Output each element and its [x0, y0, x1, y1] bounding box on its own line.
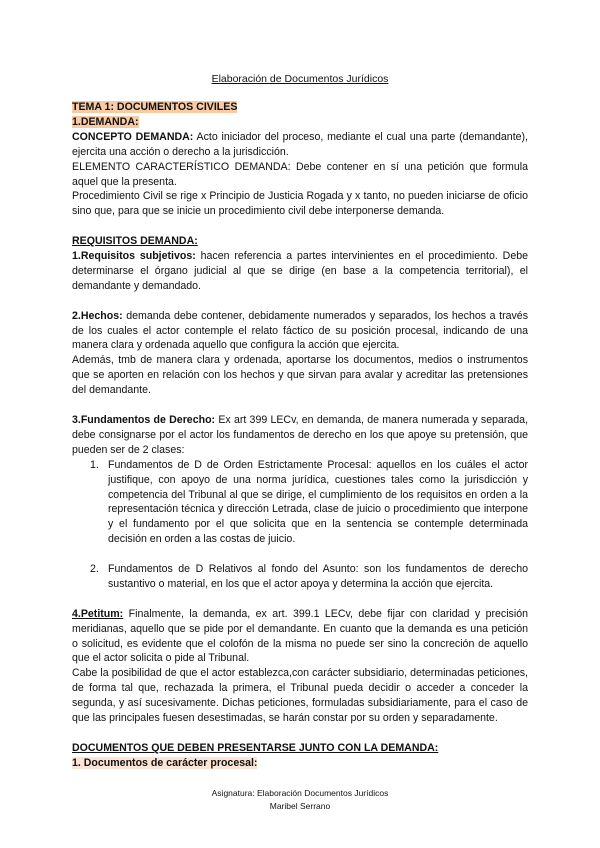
req1-paragraph: [72, 249, 528, 294]
req4-paragraph: [72, 607, 528, 667]
concepto-label: CONCEPTO DEMANDA:: [72, 130, 194, 143]
elemento-paragraph: ELEMENTO CARACTERÍSTICO DEMANDA: Debe contener en sí una petición que formula aquel que la presenta.: [72, 160, 528, 188]
tema-heading: TEMA 1: DOCUMENTOS CIVILES: [72, 101, 238, 113]
req2-paragraph: [72, 309, 528, 354]
req2-paragraph-2: Además, tmb de manera clara y ordenada, aportarse los documentos, medios o instrumentos que se aporten en relación con los hechos y que sirvan para avalar y acreditar las pretensiones del demandante.: [72, 354, 528, 397]
footer-subject: Asignatura: Elaboración Documentos Jurídicos: [211, 788, 389, 798]
req3-paragraph: [72, 413, 528, 458]
req1-text: hacen referencia a partes intervinientes en el procedimiento. Debe determinarse el órgano judicial al que se dirige (en base a la competencia territorial), el demandante y demandado.: [72, 250, 528, 292]
requisitos-heading: REQUISITOS DEMANDA:: [72, 235, 198, 248]
list-item: 2. Fundamentos de D Relativos al fondo del Asunto: son los fundamentos de derecho sustantivo o material, en los que el actor apoya y determina la acción que ejercita.: [90, 563, 528, 590]
req4-text: Finalmente, la demanda, ex art. 399.1 LECv, debe fijar con claridad y precisión meridianas, aquello que se pide por el demandante. En cuanto que la demanda es una petición o solicitud, es evidente que el colofón de la misma no puede ser sino la concreción de aquello que el actor solicita o pide al Tribunal.: [72, 607, 528, 665]
procedimiento-paragraph: Procedimiento Civil se rige x Principio de Justicia Rogada y x tanto, no pueden iniciarse de oficio sino que, para que se inicie un procedimiento civil debe interponerse demanda.: [72, 190, 528, 218]
document-body: [72, 100, 528, 771]
req3-text: Ex art 399 LECv, en demanda, de manera numerada y separada, debe consignarse por el actor los fundamentos de derecho en los que apoye su pretensión, que pueden ser de 2 clases:: [72, 413, 529, 456]
list-item: 1. Fundamentos de D de Orden Estrictamente Procesal: aquellos en los cuáles el actor justifique, con apoyo de una norma jurídica, cuestiones tales como la jurisdicción y competencia del Tribunal al que se dirige, el cumplimiento de los requisitos en orden a la representación técnica y dirección Letrada, clase de juicio o procedimiento que interpone y el fundamento por el que solicita que en la sentencia se contemple determinada decisión en orden a las costas de juicio.: [90, 458, 528, 546]
page-footer: [0, 787, 600, 812]
req4-label: 4.Petitum:: [72, 607, 124, 620]
req2-text: demanda debe contener, debidamente numerados y separados, los hechos a través de los cuales el actor contemple el relato fáctico de su posición procesal, indicando de una manera clara y ordenada aquello que configura la acción que ejercita.: [72, 309, 528, 352]
concepto-paragraph: [72, 130, 528, 160]
documentos-heading: DOCUMENTOS QUE DEBEN PRESENTARSE JUNTO CON LA DEMANDA:: [72, 741, 439, 754]
fundamentos-list: [72, 458, 528, 592]
req1-label: 1.Requisitos subjetivos:: [72, 250, 196, 263]
documentos-subheading: 1. Documentos de carácter procesal:: [72, 756, 258, 769]
document-title: Elaboración de Documentos Jurídicos: [211, 73, 389, 85]
req4-paragraph-2: Cabe la posibilidad de que el actor establezca,con carácter subsidiario, determinadas peticiones, de forma tal que, rechazada la primera, el Tribunal pueda decidir o acceder a conceder la segunda, y así sucesivamente. Dichas peticiones, formuladas subsidiariamente, para el caso de que las principales fuesen desestimadas, se harán constar por su orden y separadamente.: [72, 667, 528, 725]
demanda-heading: 1.DEMANDA:: [72, 115, 139, 128]
req2-label: 2.Hechos:: [72, 309, 123, 322]
footer-author: Maribel Serrano: [269, 800, 331, 811]
req3-label: 3.Fundamentos de Derecho:: [72, 413, 216, 426]
concepto-text: Acto iniciador del proceso, mediante el cual una parte (demandante), ejercita una acción o derecho a la jurisdicción.: [72, 130, 528, 158]
